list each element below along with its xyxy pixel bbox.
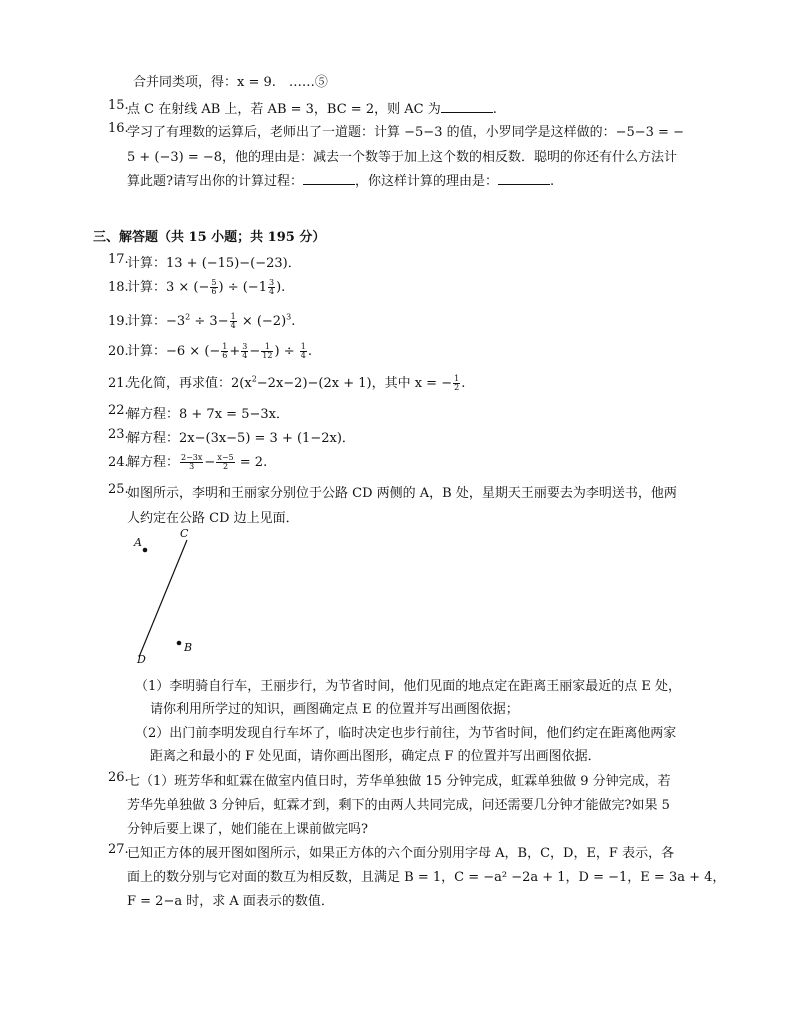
- numerator: 1: [454, 374, 460, 383]
- question-17: 计算：13 + (−15)−(−23)．: [127, 256, 301, 271]
- question-25-part-1-line-2: 请你利用所学过的知识，画图确定点 E 的位置并写出画图依据；: [150, 702, 519, 717]
- question-number-15: 15.: [108, 98, 129, 113]
- label-b: B: [184, 641, 193, 654]
- fraction: [261, 343, 273, 360]
- fraction: [453, 375, 460, 392]
- denominator: 4: [300, 351, 306, 360]
- label-c: C: [180, 527, 189, 540]
- question-16-text-a: 算此题?请写出你的计算过程：: [127, 174, 303, 189]
- exponent: 2: [185, 312, 191, 322]
- question-number-20: 20.: [108, 344, 129, 359]
- section-heading: 三、解答题（共 15 小题；共 195 分）: [93, 230, 326, 245]
- numerator: 1: [222, 342, 228, 351]
- question-21: [127, 372, 465, 392]
- label-a: A: [134, 536, 142, 549]
- question-23: 解方程：2x−(3x−5) = 3 + (1−2x)．: [127, 431, 355, 446]
- question-16-text-c: .: [550, 174, 555, 189]
- exponent: 3: [286, 312, 292, 322]
- question-20: [127, 340, 312, 360]
- question-number-23: 23.: [108, 427, 129, 442]
- fraction: [268, 279, 275, 296]
- label-d: D: [137, 653, 146, 666]
- denominator: 6: [211, 287, 217, 296]
- expr-part: ).: [276, 280, 286, 295]
- answer-blank: [303, 172, 355, 185]
- denominator: 6: [222, 351, 228, 360]
- question-number-21: 21.: [108, 376, 129, 391]
- question-26-line-1: 七（1）班芳华和虹霖在做室内值日时，芳华单独做 15 分钟完成，虹霖单独做 9 分钟完成，若: [127, 774, 671, 789]
- question-27-line-1: 已知正方体的展开图如图所示，如果正方体的六个面分别用字母 A，B，C，D，E，F 表示，各: [127, 846, 675, 861]
- answer-blank: [441, 100, 493, 113]
- expr-part: 先化简，再求值：2(x: [127, 376, 252, 391]
- expr-part: 计算：3 × (−: [127, 280, 210, 295]
- expr-part: −: [204, 455, 216, 470]
- fraction: [210, 279, 217, 296]
- fraction: [300, 343, 307, 360]
- question-number-19: 19.: [108, 314, 129, 329]
- question-15-text: 点 C 在射线 AB 上，若 AB = 3，BC = 2，则 AC 为: [127, 102, 441, 117]
- expr-part: 计算：−3: [127, 314, 186, 329]
- fraction: [221, 343, 228, 360]
- question-27-line-2: 面上的数分别与它对面的数互为相反数，且满足 B = 1，C = −a² −2a + 1，D = −1，E = 3a + 4，: [127, 870, 726, 885]
- expr-part: = 2.: [235, 455, 268, 470]
- numerator: 2−3x: [181, 453, 203, 462]
- question-25-part-2-line-1: （2）出门前李明发现自行车坏了，临时决定也步行前往，为节省时间，他们约定在距离他两家: [135, 726, 677, 741]
- denominator: 4: [242, 351, 248, 360]
- denominator: 3: [189, 462, 195, 471]
- question-number-26: 26.: [108, 770, 129, 785]
- denominator: 12: [262, 351, 273, 360]
- question-number-27: 27.: [108, 842, 129, 857]
- question-16-text-b: ，你这样计算的理由是：: [354, 174, 498, 189]
- fraction: [230, 313, 237, 330]
- numerator: x−5: [217, 453, 234, 462]
- question-25-part-2-line-2: 距离之和最小的 F 处见面，请你画出图形，确定点 F 的位置并写出画图依据．: [150, 749, 601, 764]
- question-27-line-3: F = 2−a 时，求 A 面表示的数值．: [127, 894, 334, 909]
- question-15-end: .: [492, 102, 497, 117]
- expr-part: 计算：−6 × (−: [127, 344, 221, 359]
- question-22: 解方程：8 + 7x = 5−3x．: [127, 407, 289, 422]
- denominator: 2: [222, 462, 229, 471]
- expr-part: × (−2): [237, 314, 287, 329]
- question-25-line-2: 人约定在公路 CD 边上见面．: [127, 511, 299, 526]
- point-b: [177, 641, 182, 646]
- denominator: 2: [454, 383, 460, 392]
- question-24: [127, 451, 267, 471]
- expr-part: .: [461, 376, 466, 391]
- question-16-line-1: 学习了有理数的运算后，老师出了一道题：计算 −5−3 的值，小罗同学是这样做的：−5−3 = −: [127, 125, 684, 140]
- point-a: [143, 548, 148, 553]
- numerator: 1: [230, 312, 236, 321]
- question-number-17: 17.: [108, 252, 129, 267]
- answer-blank: [498, 172, 550, 185]
- expr-part: 解方程：: [127, 455, 180, 470]
- question-26-line-2: 芳华先单独做 3 分钟后，虹霖才到，剩下的由两人共同完成，问还需要几分钟才能做完?如果 5: [127, 798, 670, 813]
- solution-step-line: 合并同类项，得：x = 9. ……⑤: [133, 75, 328, 90]
- question-16-line-3: [127, 170, 554, 189]
- question-15: [127, 98, 497, 117]
- question-25-part-1-line-1: （1）李明骑自行车，王丽步行，为节省时间，他们见面的地点定在距离王丽家最近的点 E 处，: [135, 679, 682, 694]
- expr-part: −2x−2)−(2x + 1)，其中 x = −: [256, 376, 453, 391]
- fraction: [216, 454, 234, 471]
- expr-part: ) ÷ (−1: [218, 280, 267, 295]
- question-16-line-2: 5 + (−3) = −8，他的理由是：减去一个数等于加上这个数的相反数．聪明的你还有什么方法计: [127, 150, 678, 165]
- expr-part: .: [307, 344, 312, 359]
- fraction: [241, 343, 248, 360]
- question-number-24: 24.: [108, 455, 129, 470]
- question-25-line-1: 如图所示，李明和王丽家分别位于公路 CD 两侧的 A，B 处，星期天王丽要去为李明送书，他两: [127, 486, 677, 501]
- road-line-cd: [139, 540, 187, 657]
- denominator: 4: [268, 287, 275, 296]
- numerator: 3: [268, 278, 275, 287]
- expr-part: .: [291, 314, 296, 329]
- question-26-line-3: 分钟后要上课了，她们能在上课前做完吗?: [127, 822, 368, 837]
- question-number-18: 18.: [108, 280, 129, 295]
- numerator: 1: [261, 343, 273, 352]
- numerator: 5: [211, 278, 217, 287]
- denominator: 4: [230, 321, 236, 330]
- question-number-25: 25.: [108, 482, 129, 497]
- question-number-22: 22.: [108, 403, 129, 418]
- expr-part: ÷ 3−: [190, 314, 229, 329]
- expr-part: ) ÷: [274, 344, 299, 359]
- question-19: [127, 310, 295, 330]
- expr-part: −: [249, 344, 261, 359]
- question-18: [127, 276, 285, 296]
- expr-part: +: [229, 344, 241, 359]
- fraction: [180, 454, 203, 471]
- numerator: 1: [300, 342, 306, 351]
- question-number-16: 16.: [108, 121, 129, 136]
- exponent: 2: [251, 374, 257, 384]
- numerator: 3: [242, 342, 248, 351]
